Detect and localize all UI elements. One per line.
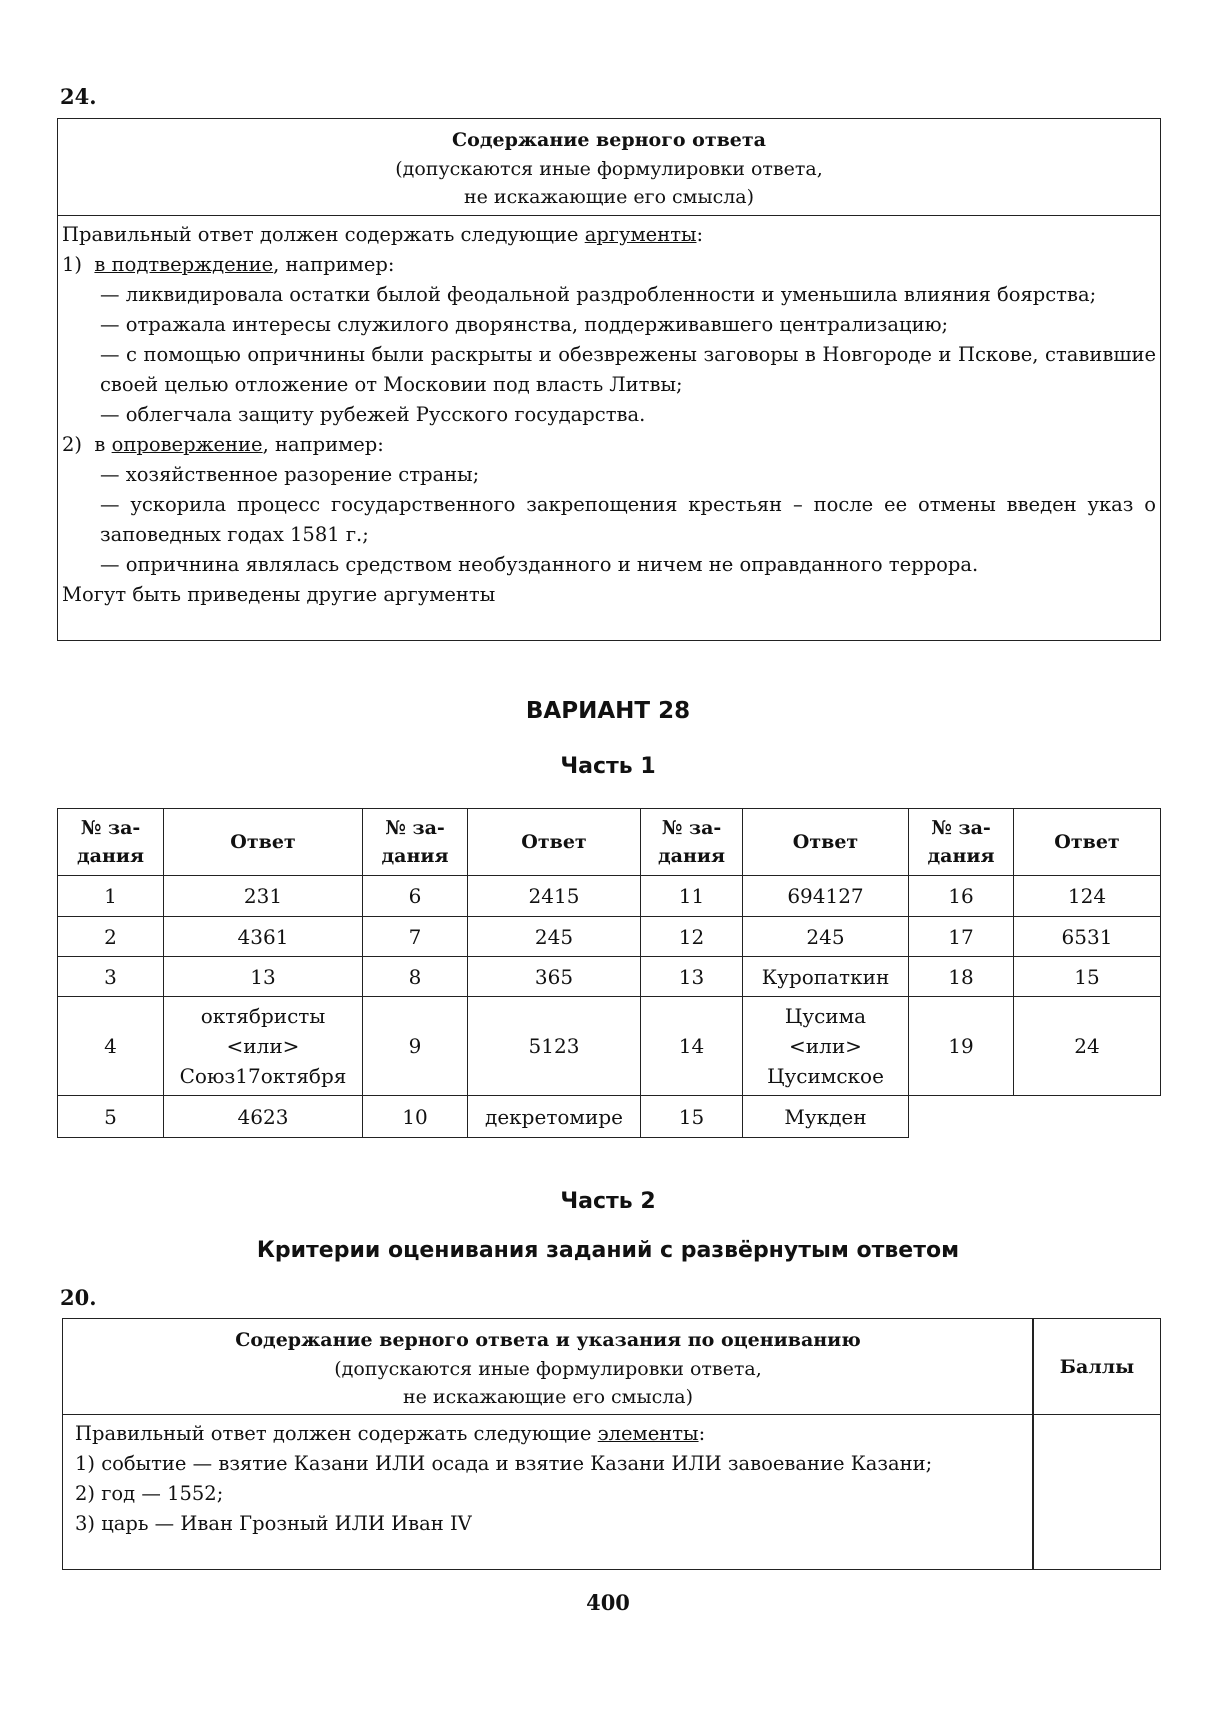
header-note: не искажающие его смысла) xyxy=(402,1386,694,1408)
answer-cell: Мукден xyxy=(743,1096,909,1138)
task-20-box xyxy=(62,1318,1161,1570)
page-number: 400 xyxy=(586,1590,630,1615)
task-24-box xyxy=(57,118,1161,641)
answer-column-header: Ответ xyxy=(468,809,641,876)
task-number-cell: 3 xyxy=(58,957,164,997)
intro-text: Правильный ответ должен содержать следующие xyxy=(62,223,585,246)
task-number-cell: 19 xyxy=(909,997,1014,1096)
answer-cell: декретомире xyxy=(468,1096,641,1138)
argument-item: — ускорила процесс государственного закрепощения крестьян – после ее отмены введен указ о заповедных годах 1581 г.; xyxy=(100,493,1156,546)
intro-line xyxy=(62,220,1156,250)
task-number-column-header: № за- дания xyxy=(641,809,743,876)
point-keyword: в подтверждение xyxy=(94,253,274,276)
variant-title: ВАРИАНТ 28 xyxy=(525,698,691,724)
task-number-cell: 8 xyxy=(363,957,468,997)
argument-item: — ликвидировала остатки былой феодальной раздробленности и уменьшила влияния боярства; xyxy=(100,283,1097,306)
task-number-cell: 12 xyxy=(641,917,743,957)
task-20-number: 20. xyxy=(60,1285,97,1310)
answer-cell: 124 xyxy=(1014,876,1161,917)
task-number-cell: 13 xyxy=(641,957,743,997)
answer-cell: 15 xyxy=(1014,957,1161,997)
answer-cell: 4361 xyxy=(164,917,363,957)
answer-cell: 231 xyxy=(164,876,363,917)
task-number-column-header: № за- дания xyxy=(363,809,468,876)
argument-item: — отражала интересы служилого дворянства, поддерживавшего централизацию; xyxy=(100,313,949,336)
header-note: (допускаются иные формулировки ответа, xyxy=(395,158,823,180)
task-number-cell: 16 xyxy=(909,876,1014,917)
answers-table xyxy=(57,808,1161,1138)
task-number-cell: 15 xyxy=(641,1096,743,1138)
header-title: Содержание верного ответа и указания по оцениванию xyxy=(235,1329,861,1351)
answer-column-header: Ответ xyxy=(743,809,909,876)
answer-cell: 365 xyxy=(468,957,641,997)
point-prefix: в xyxy=(94,433,112,456)
point-suffix: , например: xyxy=(262,433,384,456)
task-number-column-header: № за- дания xyxy=(58,809,164,876)
answer-cell: 24 xyxy=(1014,997,1161,1096)
table-row xyxy=(58,1096,1161,1138)
empty-cell xyxy=(1014,1096,1161,1138)
intro-suffix: : xyxy=(696,223,704,246)
answer-cell: октябристы <или> Союз17октября xyxy=(164,997,363,1096)
header-title: Содержание верного ответа xyxy=(452,129,766,151)
answer-cell: 4623 xyxy=(164,1096,363,1138)
table-header-row xyxy=(58,809,1161,876)
argument-item: — облегчала защиту рубежей Русского государства. xyxy=(100,403,646,426)
intro-keyword: элементы xyxy=(597,1422,699,1445)
answer-cell: 245 xyxy=(743,917,909,957)
header-note: (допускаются иные формулировки ответа, xyxy=(334,1358,762,1380)
table-row xyxy=(58,876,1161,917)
task-24-number: 24. xyxy=(60,84,97,109)
point-number: 1) xyxy=(62,253,83,276)
empty-cell xyxy=(909,1096,1014,1138)
answer-cell: 245 xyxy=(468,917,641,957)
point-number: 2) xyxy=(62,433,83,456)
intro-suffix: : xyxy=(698,1422,706,1445)
part-1-title: Часть 1 xyxy=(560,754,656,779)
intro-text: Правильный ответ должен содержать следующие xyxy=(75,1422,598,1445)
part-2-title: Часть 2 xyxy=(560,1189,656,1214)
argument-item: — хозяйственное разорение страны; xyxy=(100,463,480,486)
closing-line: Могут быть приведены другие аргументы xyxy=(62,583,496,606)
element-item: 3) царь — Иван Грозный ИЛИ Иван IV xyxy=(75,1512,472,1535)
intro-line xyxy=(75,1419,1030,1449)
criteria-title: Критерии оценивания заданий с развёрнутым ответом xyxy=(256,1238,960,1263)
answer-cell: 5123 xyxy=(468,997,641,1096)
task-number-cell: 18 xyxy=(909,957,1014,997)
answer-cell: 6531 xyxy=(1014,917,1161,957)
intro-keyword: аргументы xyxy=(584,223,697,246)
table-row xyxy=(58,997,1161,1096)
answer-cell: 13 xyxy=(164,957,363,997)
answer-cell: Цусима <или> Цусимское xyxy=(743,997,909,1096)
task-number-column-header: № за- дания xyxy=(909,809,1014,876)
answer-cell: 694127 xyxy=(743,876,909,917)
task-number-cell: 6 xyxy=(363,876,468,917)
answer-column-header: Ответ xyxy=(1014,809,1161,876)
table-row xyxy=(58,957,1161,997)
element-item: 1) событие — взятие Казани ИЛИ осада и взятие Казани ИЛИ завоевание Казани; xyxy=(75,1452,933,1475)
task-24-header xyxy=(58,119,1160,216)
task-number-cell: 4 xyxy=(58,997,164,1096)
task-number-cell: 14 xyxy=(641,997,743,1096)
task-20-body xyxy=(63,1415,1034,1539)
point-1 xyxy=(62,250,1156,280)
task-number-cell: 7 xyxy=(363,917,468,957)
header-note: не искажающие его смысла) xyxy=(463,186,755,208)
answer-cell: Куропаткин xyxy=(743,957,909,997)
point-keyword: опровержение xyxy=(111,433,263,456)
element-item: 2) год — 1552; xyxy=(75,1482,224,1505)
task-24-body xyxy=(58,216,1160,610)
point-2 xyxy=(62,430,1156,460)
task-20-header xyxy=(63,1319,1033,1415)
table-row xyxy=(58,917,1161,957)
task-number-cell: 10 xyxy=(363,1096,468,1138)
argument-item: — с помощью опричнины были раскрыты и обезврежены заговоры в Новгороде и Пскове, ставившие своей целью отложение от Московии под власть Литвы; xyxy=(100,343,1156,396)
task-number-cell: 11 xyxy=(641,876,743,917)
score-header: Баллы xyxy=(1033,1319,1161,1415)
answer-column-header: Ответ xyxy=(164,809,363,876)
point-suffix: , например: xyxy=(273,253,395,276)
task-number-cell: 5 xyxy=(58,1096,164,1138)
argument-item: — опричнина являлась средством необузданного и ничем не оправданного террора. xyxy=(100,553,979,576)
task-number-cell: 17 xyxy=(909,917,1014,957)
task-number-cell: 1 xyxy=(58,876,164,917)
task-number-cell: 2 xyxy=(58,917,164,957)
answer-cell: 2415 xyxy=(468,876,641,917)
task-number-cell: 9 xyxy=(363,997,468,1096)
